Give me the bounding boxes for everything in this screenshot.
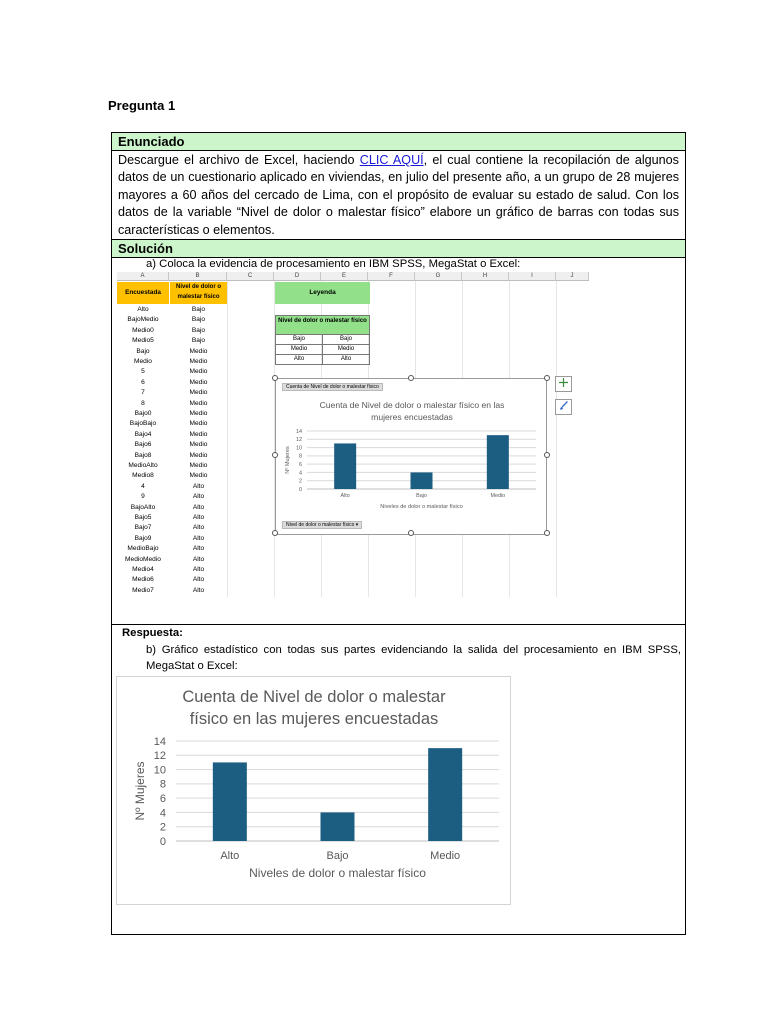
- cell-nivel[interactable]: Alto: [192, 514, 205, 521]
- pivot-field-button-bottom[interactable]: [282, 521, 362, 529]
- cell-encuestada[interactable]: Bajo7: [134, 524, 152, 532]
- bar-medio: [428, 748, 462, 841]
- statement-before-link: Descargue el archivo de Excel, haciendo: [118, 153, 360, 167]
- y-tick-label: 10: [296, 445, 302, 452]
- chart-styles-button[interactable]: [555, 399, 572, 415]
- cell-encuestada[interactable]: Bajo9: [134, 534, 152, 542]
- cell-encuestada[interactable]: Medio5: [132, 337, 154, 345]
- resize-handle[interactable]: [544, 530, 550, 536]
- column-header[interactable]: B: [169, 272, 227, 281]
- cell-nivel[interactable]: Medio: [189, 451, 208, 459]
- cell-encuestada[interactable]: Bajo8: [134, 451, 152, 459]
- cell-nivel[interactable]: Alto: [192, 566, 205, 573]
- pivot-field-button-top[interactable]: Cuenta de Nivel de dolor o malestar físico: [282, 383, 383, 391]
- cell-nivel[interactable]: Alto: [192, 555, 205, 563]
- y-tick-label: 6: [159, 792, 166, 805]
- cell-nivel[interactable]: Medio: [189, 462, 208, 469]
- y-tick-label: 2: [299, 478, 302, 485]
- embedded-chart[interactable]: [275, 378, 547, 535]
- cell-nivel[interactable]: Medio: [189, 420, 208, 428]
- enunciado-header: Enunciado: [112, 133, 685, 151]
- step-a-text: a) Coloca la evidencia de procesamiento en IBM SPSS, MegaStat o Excel:: [146, 258, 521, 270]
- cell-encuestada[interactable]: Medio0: [132, 326, 154, 334]
- grid-line: [556, 281, 557, 597]
- dropdown-arrow-icon: ▾: [355, 522, 359, 528]
- statement-text: [118, 152, 679, 239]
- brush-icon: [558, 400, 569, 411]
- chart-title-line: Cuenta de Nivel de dolor o malestar: [182, 688, 446, 706]
- download-link[interactable]: CLIC AQUÍ: [359, 153, 424, 167]
- cell-encuestada[interactable]: BajoAlto: [130, 503, 156, 511]
- cell-encuestada[interactable]: 4: [141, 482, 145, 490]
- row-divider: [112, 624, 685, 625]
- x-tick-label: Bajo: [416, 493, 427, 499]
- cell-encuestada[interactable]: Bajo4: [134, 430, 152, 438]
- legend-table-row: [275, 345, 370, 355]
- resize-handle[interactable]: [408, 530, 414, 536]
- legend-table-row: [275, 335, 370, 345]
- cell-encuestada[interactable]: BajoMedio: [127, 316, 159, 324]
- solucion-header: Solución: [112, 239, 685, 258]
- x-axis-title: Niveles de dolor o malestar físico: [380, 504, 463, 510]
- legend-table-cell[interactable]: Medio: [275, 345, 323, 355]
- bar-bajo: [411, 472, 433, 489]
- cell-nivel[interactable]: Bajo: [191, 337, 206, 345]
- cell-encuestada[interactable]: 6: [141, 378, 145, 386]
- column-header[interactable]: I: [509, 272, 556, 281]
- cell-nivel[interactable]: Medio: [189, 472, 208, 480]
- column-header[interactable]: J: [556, 272, 589, 281]
- cell-encuestada[interactable]: Alto: [137, 306, 149, 313]
- respuesta-label: Respuesta:: [122, 627, 183, 639]
- column-header[interactable]: E: [321, 272, 368, 281]
- y-tick-label: 4: [299, 470, 302, 477]
- plus-icon: [558, 377, 569, 388]
- bar-bajo: [321, 812, 355, 841]
- y-tick-label: 14: [296, 428, 302, 435]
- cell-nivel[interactable]: Alto: [192, 524, 205, 532]
- cell-encuestada[interactable]: BajoBajo: [129, 420, 157, 428]
- statement-after-link: , el cual contiene la recopilación de algunos datos de un cuestionario aplicado en viviendas, en julio del presente año, a un grupo de 28 mujeres mayores a 60 años del cercado de Lima, con el propósito de evaluar su estado de salud. Con los datos de la variable “Nivel de dolor o malestar físico” elabore un gráfico de barras con todas sus características o elementos.: [118, 153, 679, 237]
- legend-table-cell[interactable]: Alto: [323, 355, 370, 365]
- cell-nivel[interactable]: Alto: [192, 534, 205, 542]
- legend-table-header: Nivel de dolor o malestar físico: [275, 315, 370, 335]
- cell-nivel[interactable]: Alto: [192, 503, 205, 511]
- grid-line: [227, 281, 228, 597]
- x-tick-label: Medio: [490, 493, 506, 499]
- legend-table-cell[interactable]: Bajo: [323, 335, 370, 345]
- y-axis-title: Nº Mujeres: [133, 761, 147, 821]
- cell-nivel[interactable]: Medio: [189, 358, 208, 365]
- cell-encuestada[interactable]: MedioBajo: [127, 545, 159, 553]
- question-title: Pregunta 1: [108, 98, 176, 113]
- resize-handle[interactable]: [408, 375, 414, 381]
- x-tick-label: Bajo: [326, 850, 349, 862]
- bar-medio: [487, 435, 509, 489]
- legend-table-cell[interactable]: Bajo: [275, 335, 323, 345]
- chart-title-line: físico en las mujeres encuestadas: [189, 710, 439, 728]
- cell-encuestada[interactable]: 8: [141, 399, 145, 407]
- y-tick-label: 12: [153, 750, 166, 763]
- bar-alto: [334, 443, 356, 489]
- y-tick-label: 8: [159, 778, 166, 791]
- cell-nivel[interactable]: Alto: [192, 493, 205, 501]
- x-tick-label: Alto: [340, 493, 350, 499]
- cell-nivel[interactable]: Alto: [192, 576, 205, 584]
- y-tick-label: 12: [296, 437, 302, 444]
- legend-table-row: [275, 355, 370, 365]
- cell-nivel[interactable]: Medio: [189, 389, 208, 397]
- column-header[interactable]: A: [117, 272, 169, 281]
- legend-cell: Leyenda: [275, 282, 370, 304]
- y-axis-title: Nº Mujeres: [285, 446, 291, 474]
- resize-handle[interactable]: [272, 375, 278, 381]
- answer-chart: [116, 676, 511, 905]
- y-tick-label: 10: [153, 764, 166, 777]
- cell-nivel[interactable]: Alto: [192, 545, 205, 553]
- chart-title-line: mujeres encuestadas: [371, 412, 453, 422]
- column-header[interactable]: H: [462, 272, 509, 281]
- embedded-chart-svg: [276, 379, 546, 534]
- bar-alto: [213, 762, 247, 841]
- y-tick-label: 14: [153, 735, 166, 748]
- cell-nivel[interactable]: Medio: [189, 347, 208, 355]
- legend-table-cell[interactable]: Medio: [323, 345, 370, 355]
- step-b-text: b) Gráfico estadístico con todas sus partes evidenciando la salida del procesamiento en IBM SPSS, MegaStat o Excel:: [146, 644, 681, 672]
- cell-encuestada[interactable]: Medio7: [132, 586, 154, 594]
- cell-encuestada[interactable]: Bajo6: [134, 441, 152, 449]
- resize-handle[interactable]: [544, 452, 550, 458]
- cell-nivel[interactable]: Medio: [189, 378, 208, 386]
- cell-nivel[interactable]: Bajo: [191, 306, 206, 313]
- cell-encuestada[interactable]: 7: [141, 389, 145, 397]
- cell-nivel[interactable]: Medio: [189, 368, 208, 376]
- cell-encuestada[interactable]: Bajo5: [134, 514, 152, 521]
- cell-encuestada[interactable]: Bajo: [136, 347, 150, 355]
- column-header[interactable]: G: [415, 272, 462, 281]
- cell-nivel[interactable]: Medio: [189, 441, 208, 449]
- answer-chart-svg: [117, 677, 510, 904]
- cell-encuestada[interactable]: Medio6: [132, 576, 154, 584]
- y-tick-label: 8: [299, 453, 302, 460]
- pivot-field-label: Nivel de dolor o malestar físico: [286, 522, 355, 528]
- legend-table-cell[interactable]: Alto: [275, 355, 323, 365]
- y-tick-label: 4: [159, 807, 166, 820]
- chart-title-line: Cuenta de Nivel de dolor o malestar físico en las: [319, 400, 505, 410]
- cell-nivel[interactable]: Alto: [192, 482, 205, 490]
- cell-encuestada[interactable]: MedioAlto: [128, 462, 158, 469]
- cell-encuestada[interactable]: Bajo0: [134, 410, 152, 417]
- column-header[interactable]: D: [274, 272, 321, 281]
- cell-encuestada[interactable]: 9: [141, 493, 145, 501]
- resize-handle[interactable]: [544, 375, 550, 381]
- y-tick-label: 0: [159, 835, 166, 848]
- cell-nivel[interactable]: Medio: [189, 410, 208, 417]
- x-tick-label: Alto: [220, 850, 240, 862]
- cell-encuestada[interactable]: Medio8: [132, 472, 154, 480]
- y-tick-label: 0: [299, 486, 302, 493]
- resize-handle[interactable]: [272, 452, 278, 458]
- legend-table: [275, 315, 370, 365]
- chart-elements-button[interactable]: [555, 376, 572, 392]
- y-tick-label: 6: [299, 462, 302, 469]
- cell-nivel[interactable]: Bajo: [191, 316, 206, 324]
- y-tick-label: 2: [159, 821, 166, 834]
- resize-handle[interactable]: [272, 530, 278, 536]
- x-tick-label: Medio: [430, 850, 461, 862]
- header-encuestada: Encuestada: [117, 282, 169, 304]
- cell-nivel[interactable]: Alto: [192, 586, 205, 594]
- cell-encuestada[interactable]: MedioMedio: [125, 555, 161, 563]
- cell-encuestada[interactable]: Medio: [134, 358, 152, 365]
- cell-nivel[interactable]: Medio: [189, 430, 208, 438]
- column-header[interactable]: C: [227, 272, 274, 281]
- cell-nivel[interactable]: Medio: [189, 399, 208, 407]
- column-header[interactable]: F: [368, 272, 415, 281]
- spreadsheet-screenshot: [117, 272, 589, 597]
- cell-encuestada[interactable]: 5: [141, 368, 145, 376]
- x-axis-title: Niveles de dolor o malestar físico: [249, 866, 426, 880]
- header-nivel: Nivel de dolor o malestar físico: [170, 282, 227, 304]
- cell-encuestada[interactable]: Medio4: [132, 566, 154, 573]
- cell-nivel[interactable]: Bajo: [191, 326, 206, 334]
